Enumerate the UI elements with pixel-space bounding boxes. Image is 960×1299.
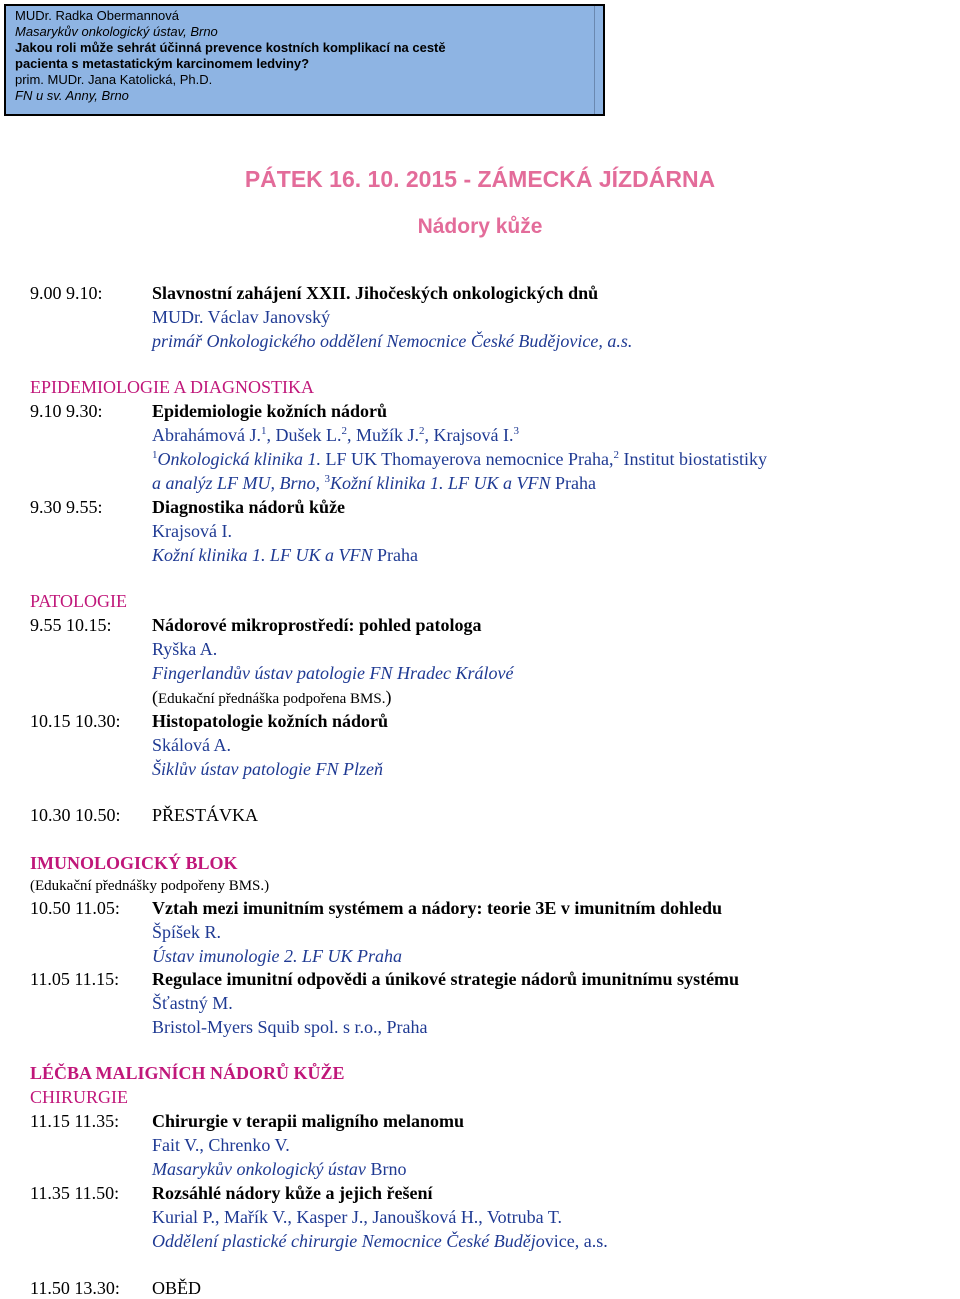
pat-talk1-aff: Fingerlandův ústav patologie FN Hradec Králové — [152, 663, 514, 683]
imu-heading: IMUNOLOGICKÝ BLOK — [30, 853, 238, 873]
epi-talk2-speaker: Krajsová I. — [152, 521, 232, 541]
note-close: ) — [385, 687, 392, 707]
aff-part-4: Institut biostatistiky — [619, 449, 768, 469]
epi-talk2-aff-part-2: Praha — [372, 545, 418, 565]
pat-talk1-title: Nádorové mikroprostředí: pohled patologa — [152, 615, 482, 635]
lec-subheading: CHIRURGIE — [30, 1087, 128, 1107]
imu-talk2-aff: Bristol-Myers Squib spol. s r.o., Praha — [152, 1017, 428, 1037]
lec-talk2-title: Rozsáhlé nádory kůže a jejich řešení — [152, 1183, 433, 1203]
note-text: Edukační přednáška podpořena BMS. — [158, 691, 386, 707]
opening-title: Slavnostní zahájení XXII. Jihočeských onkologických dnů — [152, 283, 599, 303]
lec-talk2-aff-part-1: Oddělení plastické chirurgie Nemocnice České Budějo — [152, 1231, 545, 1251]
aff-sup-1: 1 — [152, 449, 158, 461]
imu-talk1-speaker: Špíšek R. — [152, 922, 222, 942]
epi-talk1-aff1 — [152, 448, 767, 470]
lec-talk1-aff — [152, 1158, 406, 1180]
pat-heading: PATOLOGIE — [30, 591, 128, 611]
epi-talk2-time: 9.30 9.55: — [30, 497, 103, 517]
imu-talk1-time: 10.50 11.05: — [30, 898, 120, 918]
imu-talk2-title: Regulace imunitní odpovědi a únikové strategie nádorů imunitnímu systému — [152, 969, 740, 989]
day-title: PÁTEK 16. 10. 2015 - ZÁMECKÁ JÍZDÁRNA — [244, 166, 716, 192]
aff2-sup: 3 — [324, 473, 330, 485]
header-line-1: MUDr. Radka Obermannová — [15, 8, 180, 23]
lec-talk1-title: Chirurgie v terapii maligního melanomu — [152, 1111, 464, 1131]
imu-talk2-speaker: Šťastný M. — [152, 993, 233, 1013]
imu-talk1-aff: Ústav imunologie 2. LF UK Praha — [152, 946, 402, 966]
imu-note: (Edukační přednášky podpořeny BMS.) — [30, 878, 270, 894]
aff-part-2: LF UK Thomayerova nemocnice Praha — [320, 449, 610, 469]
header-box — [4, 4, 605, 116]
note-open: ( — [152, 687, 158, 707]
author-3-sup: 2 — [418, 425, 425, 437]
lec-talk1-aff-part-1: Masarykův onkologický ústav — [152, 1159, 366, 1179]
lec-talk2-speaker: Kurial P., Mařík V., Kasper J., Janoušková H., Votruba T. — [152, 1207, 562, 1227]
break-label: PŘESTÁVKA — [152, 805, 259, 825]
break-time: 10.30 10.50: — [30, 805, 121, 825]
lec-talk2-time: 11.35 11.50: — [30, 1183, 120, 1203]
author-3: , Mužík J. — [346, 425, 419, 445]
epi-heading: EPIDEMIOLOGIE A DIAGNOSTIKA — [30, 377, 314, 397]
author-4-sup: 3 — [513, 425, 519, 437]
epi-talk1-title: Epidemiologie kožních nádorů — [152, 401, 388, 421]
author-4: , Krajsová I. — [424, 425, 514, 445]
epi-talk1-authors — [152, 424, 519, 446]
pat-talk2-aff: Šiklův ústav patologie FN Plzeň — [152, 759, 383, 779]
opening-affiliation: primář Onkologického oddělení Nemocnice České Budějovice, a.s. — [152, 331, 633, 351]
lec-talk2-aff — [152, 1230, 608, 1252]
aff2-part-3: Praha — [550, 473, 596, 493]
pat-talk1-time: 9.55 10.15: — [30, 615, 112, 635]
aff-sup-2: 2 — [613, 449, 620, 461]
epi-talk2-aff — [152, 544, 418, 566]
pat-talk1-note — [152, 686, 391, 710]
header-line-5: prim. MUDr. Jana Katolická, Ph.D. — [15, 72, 213, 87]
header-line-2: Masarykův onkologický ústav, Brno — [15, 24, 218, 39]
lunch-label: OBĚD — [152, 1278, 201, 1298]
author-2: , Dušek L. — [266, 425, 342, 445]
aff-part-3: , — [609, 449, 614, 469]
opening-speaker: MUDr. Václav Janovský — [152, 307, 331, 327]
header-line-4: pacienta s metastatickým karcinomem ledviny? — [15, 56, 310, 71]
epi-talk1-time: 9.10 9.30: — [30, 401, 103, 421]
author-2-sup: 2 — [341, 425, 347, 437]
lec-talk1-time: 11.15 11.35: — [30, 1111, 120, 1131]
header-line-6: FN u sv. Anny, Brno — [15, 88, 129, 103]
epi-talk1-aff2 — [152, 472, 596, 494]
pat-talk2-title: Histopatologie kožních nádorů — [152, 711, 389, 731]
header-line-3: Jakou roli může sehrát účinná prevence kostních komplikací na cestě — [15, 40, 446, 55]
aff-part-1: Onkologická klinika 1. — [157, 449, 321, 469]
pat-talk1-speaker: Ryška A. — [152, 639, 218, 659]
author-1: Abrahámová J. — [152, 425, 261, 445]
lunch-time: 11.50 13.30: — [30, 1278, 120, 1298]
opening-time: 9.00 9.10: — [30, 283, 103, 303]
aff2-part-2: Kožní klinika 1. LF UK a VFN — [330, 473, 551, 493]
lec-heading: LÉČBA MALIGNÍCH NÁDORŮ KŮŽE — [30, 1063, 345, 1083]
author-1-sup: 1 — [260, 425, 267, 437]
epi-talk2-title: Diagnostika nádorů kůže — [152, 497, 346, 517]
lec-talk1-aff-part-2: Brno — [365, 1159, 407, 1179]
epi-talk2-aff-part-1: Kožní klinika 1. LF UK a VFN — [152, 545, 373, 565]
aff2-part-1: a analýz LF MU, Brno, — [152, 473, 320, 493]
pat-talk2-time: 10.15 10.30: — [30, 711, 121, 731]
lec-talk2-aff-part-2: vice, a.s. — [544, 1231, 608, 1251]
imu-talk2-time: 11.05 11.15: — [30, 969, 120, 989]
imu-talk1-title: Vztah mezi imunitním systémem a nádory: teorie 3E v imunitním dohledu — [152, 898, 722, 918]
lec-talk1-speaker: Fait V., Chrenko V. — [152, 1135, 290, 1155]
section-title: Nádory kůže — [417, 215, 543, 238]
pat-talk2-speaker: Skálová A. — [152, 735, 231, 755]
